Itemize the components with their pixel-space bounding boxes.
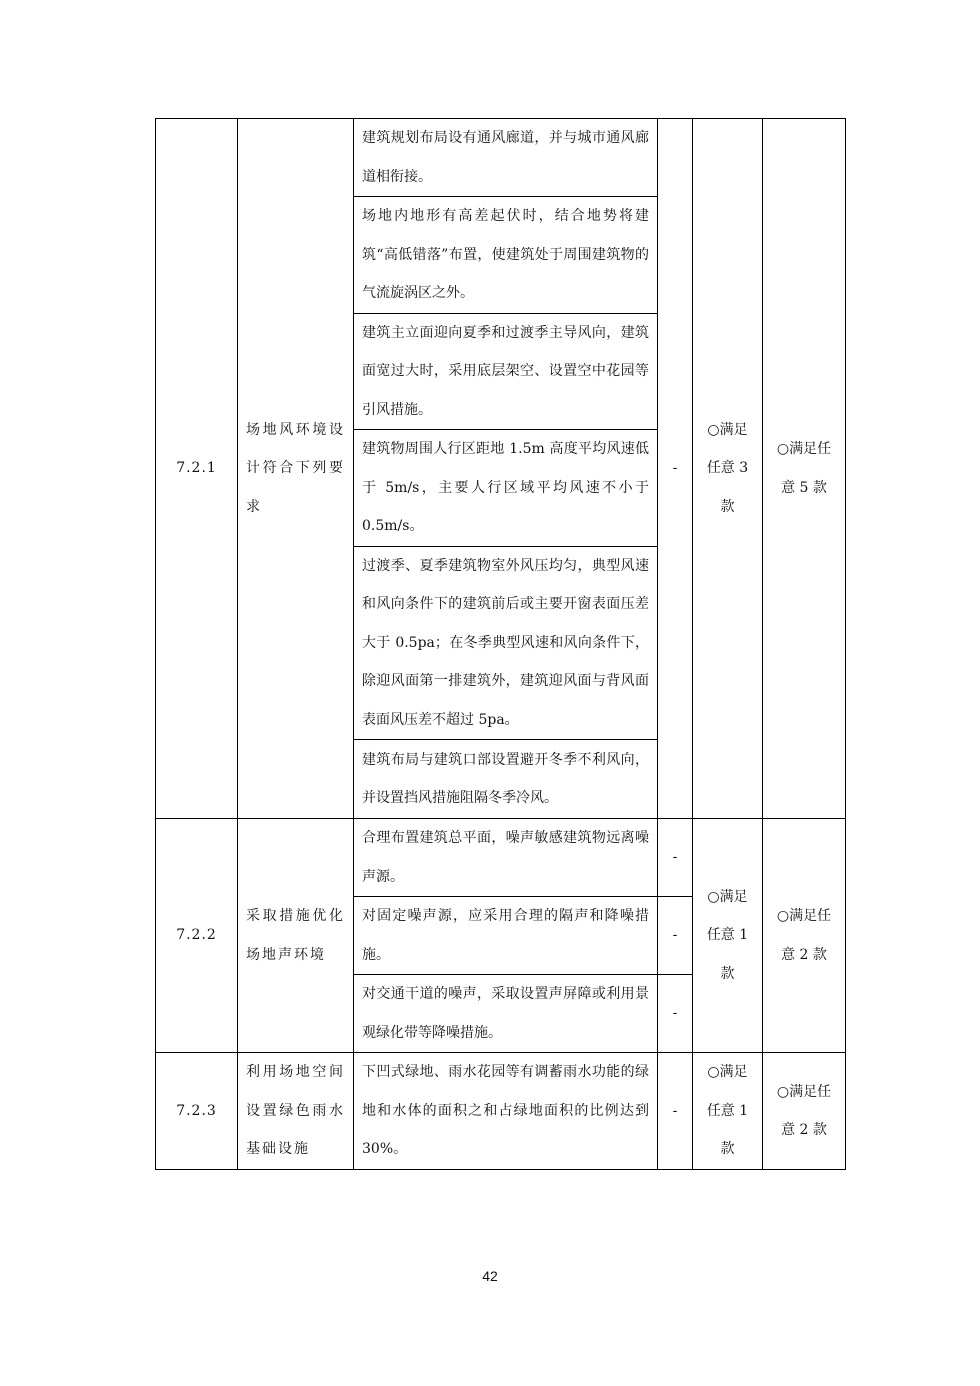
alternative-cell: ○满足任 意 2 款 — [763, 819, 846, 1053]
clause-item: 合理布置建筑总平面，噪声敏感建筑物远离噪声源。 — [354, 819, 658, 897]
clause-code: 7.2.2 — [156, 819, 238, 1053]
table-row — [156, 1053, 846, 1170]
dash-cell: - — [658, 975, 693, 1053]
clause-item: 下凹式绿地、雨水花园等有调蓄雨水功能的绿地和水体的面积之和占绿地面积的比例达到 30%。 — [354, 1053, 658, 1170]
alternative-cell: ○满足任 意 2 款 — [763, 1053, 846, 1170]
clause-code: 7.2.3 — [156, 1053, 238, 1170]
table-row — [156, 819, 846, 897]
page-number: 42 — [482, 1268, 498, 1284]
clause-code: 7.2.1 — [156, 119, 238, 819]
dash-cell: - — [658, 119, 693, 819]
requirement-cell: ○满足 任意 1 款 — [693, 1053, 763, 1170]
clause-item: 对交通干道的噪声，采取设置声屏障或利用景观绿化带等降噪措施。 — [354, 975, 658, 1053]
table-row — [156, 119, 846, 197]
requirements-table — [155, 118, 846, 1170]
clause-item: 建筑布局与建筑口部设置避开冬季不利风向，并设置挡风措施阻隔冬季冷风。 — [354, 740, 658, 819]
clause-item: 对固定噪声源，应采用合理的隔声和降噪措施。 — [354, 897, 658, 975]
clause-title: 利用场地空间设置绿色雨水基础设施 — [238, 1053, 354, 1170]
clause-item: 建筑主立面迎向夏季和过渡季主导风向，建筑面宽过大时，采用底层架空、设置空中花园等引风措施。 — [354, 313, 658, 430]
dash-cell: - — [658, 897, 693, 975]
clause-item: 场地内地形有高差起伏时，结合地势将建筑“高低错落”布置，使建筑处于周围建筑物的气流旋涡区之外。 — [354, 197, 658, 314]
requirement-cell: ○满足 任意 1 款 — [693, 819, 763, 1053]
dash-cell: - — [658, 1053, 693, 1170]
clause-item: 过渡季、夏季建筑物室外风压均匀，典型风速和风向条件下的建筑前后或主要开窗表面压差大于 0.5pa；在冬季典型风速和风向条件下，除迎风面第一排建筑外，建筑迎风面与背风面表面风压差不超过 5pa。 — [354, 546, 658, 740]
dash-cell: - — [658, 819, 693, 897]
clause-item: 建筑规划布局设有通风廊道，并与城市通风廊道相衔接。 — [354, 119, 658, 197]
clause-title: 场地风环境设计符合下列要求 — [238, 119, 354, 819]
alternative-cell: ○满足任 意 5 款 — [763, 119, 846, 819]
clause-title: 采取措施优化场地声环境 — [238, 819, 354, 1053]
clause-item: 建筑物周围人行区距地 1.5m 高度平均风速低于 5m/s，主要人行区域平均风速不小于 0.5m/s。 — [354, 430, 658, 547]
requirement-cell: ○满足 任意 3 款 — [693, 119, 763, 819]
